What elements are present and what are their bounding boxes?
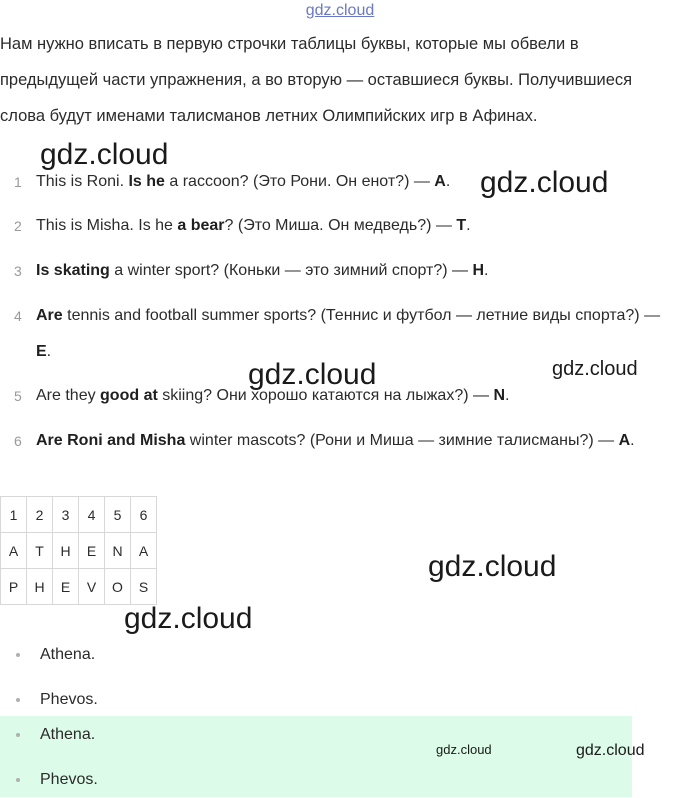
bold-fragment: Is he [128, 173, 165, 190]
table-cell: E [79, 533, 105, 569]
bold-fragment: A [618, 432, 631, 449]
bold-fragment: Are Roni and Misha [36, 432, 186, 449]
item-number: 2 [14, 218, 22, 234]
table-row [1, 533, 157, 569]
table-cell: 1 [1, 497, 27, 533]
text-fragment: . [484, 262, 489, 279]
answer-text: Phevos. [40, 691, 98, 708]
item-number: 1 [14, 174, 22, 190]
bold-fragment: E [36, 343, 47, 360]
table-cell: A [1, 533, 27, 569]
bold-fragment: Is skating [36, 262, 110, 279]
bullet-icon [16, 778, 20, 782]
watermark: gdz.cloud [552, 358, 638, 380]
item-text [36, 423, 672, 459]
text-fragment: This is Misha. Is he [36, 217, 178, 234]
table-row [1, 497, 157, 533]
answer-text: Athena. [40, 646, 96, 663]
watermark: gdz.cloud [124, 602, 253, 635]
bold-fragment: N [493, 387, 505, 404]
intro-paragraph: Нам нужно вписать в первую строчки таблицы буквы, которые мы обвели в предыдущей части упражнения, а во вторую — оставшиеся буквы. Получившиеся слова будут именами талисманов летних Олимпийских игр в Афинах. [0, 35, 633, 125]
list-item [0, 762, 632, 798]
table-cell: V [79, 569, 105, 605]
item-number: 3 [14, 263, 22, 279]
watermark: gdz.cloud [40, 138, 169, 171]
letters-table [0, 496, 157, 605]
table-cell: O [105, 569, 131, 605]
item-number: 5 [14, 388, 22, 404]
table-cell: 6 [131, 497, 157, 533]
text-fragment: This is Roni. [36, 173, 129, 190]
bold-fragment: Are [36, 307, 63, 324]
answers-list [0, 637, 632, 718]
text-fragment: a winter sport? (Коньки — это зимний спорт?) — [109, 262, 473, 279]
watermark: gdz.cloud [436, 742, 492, 757]
text-fragment: Are they [36, 387, 101, 404]
bold-fragment: T [456, 217, 467, 234]
top-watermark-link[interactable]: gdz.cloud [305, 2, 375, 19]
watermark: gdz.cloud [480, 166, 609, 199]
table-row [1, 569, 157, 605]
table-cell: H [53, 533, 79, 569]
text-fragment: skiing? Они хорошо катаются на лыжах?) — [157, 387, 494, 404]
bullet-icon [16, 733, 20, 737]
table-cell: E [53, 569, 79, 605]
item-number: 6 [14, 433, 22, 449]
text-fragment: . [46, 343, 52, 360]
list-item [0, 637, 632, 673]
bold-fragment: A [434, 173, 446, 190]
answer-text: Athena. [40, 726, 96, 743]
text-fragment: . [630, 432, 635, 449]
watermark: gdz.cloud [248, 358, 377, 391]
table-cell: A [131, 533, 157, 569]
item-text [36, 208, 672, 244]
table-cell: S [131, 569, 157, 605]
table-cell: 4 [79, 497, 105, 533]
bold-fragment: a bear [177, 217, 225, 234]
bullet-icon [16, 698, 20, 702]
watermark: gdz.cloud [576, 742, 645, 759]
table-cell: H [27, 569, 53, 605]
answers-list-highlighted [0, 717, 632, 798]
watermark: gdz.cloud [428, 550, 557, 583]
text-fragment: . [445, 173, 451, 190]
text-fragment: a raccoon? (Это Рони. Он енот?) — [164, 173, 435, 190]
table-cell: P [1, 569, 27, 605]
bold-fragment: H [472, 262, 485, 279]
table-cell: 2 [27, 497, 53, 533]
text-fragment: winter mascots? (Рони и Миша — зимние талисманы?) — [185, 432, 619, 449]
table-cell: 5 [105, 497, 131, 533]
bold-fragment: good at [100, 387, 158, 404]
item-number: 4 [14, 308, 22, 324]
text-fragment: ? (Это Миша. Он медведь?) — [224, 217, 457, 234]
bullet-icon [16, 653, 20, 657]
table-cell: T [27, 533, 53, 569]
text-fragment: . [466, 217, 471, 234]
letters-table-body [1, 497, 157, 605]
list-item [0, 682, 632, 718]
table-cell: N [105, 533, 131, 569]
table-cell: 3 [53, 497, 79, 533]
text-fragment: tennis and football summer sports? (Теннис и футбол — летние виды спорта?) — [62, 307, 661, 324]
answer-text: Phevos. [40, 771, 98, 788]
text-fragment: . [505, 387, 510, 404]
list-item [0, 717, 632, 753]
item-text [36, 253, 672, 289]
